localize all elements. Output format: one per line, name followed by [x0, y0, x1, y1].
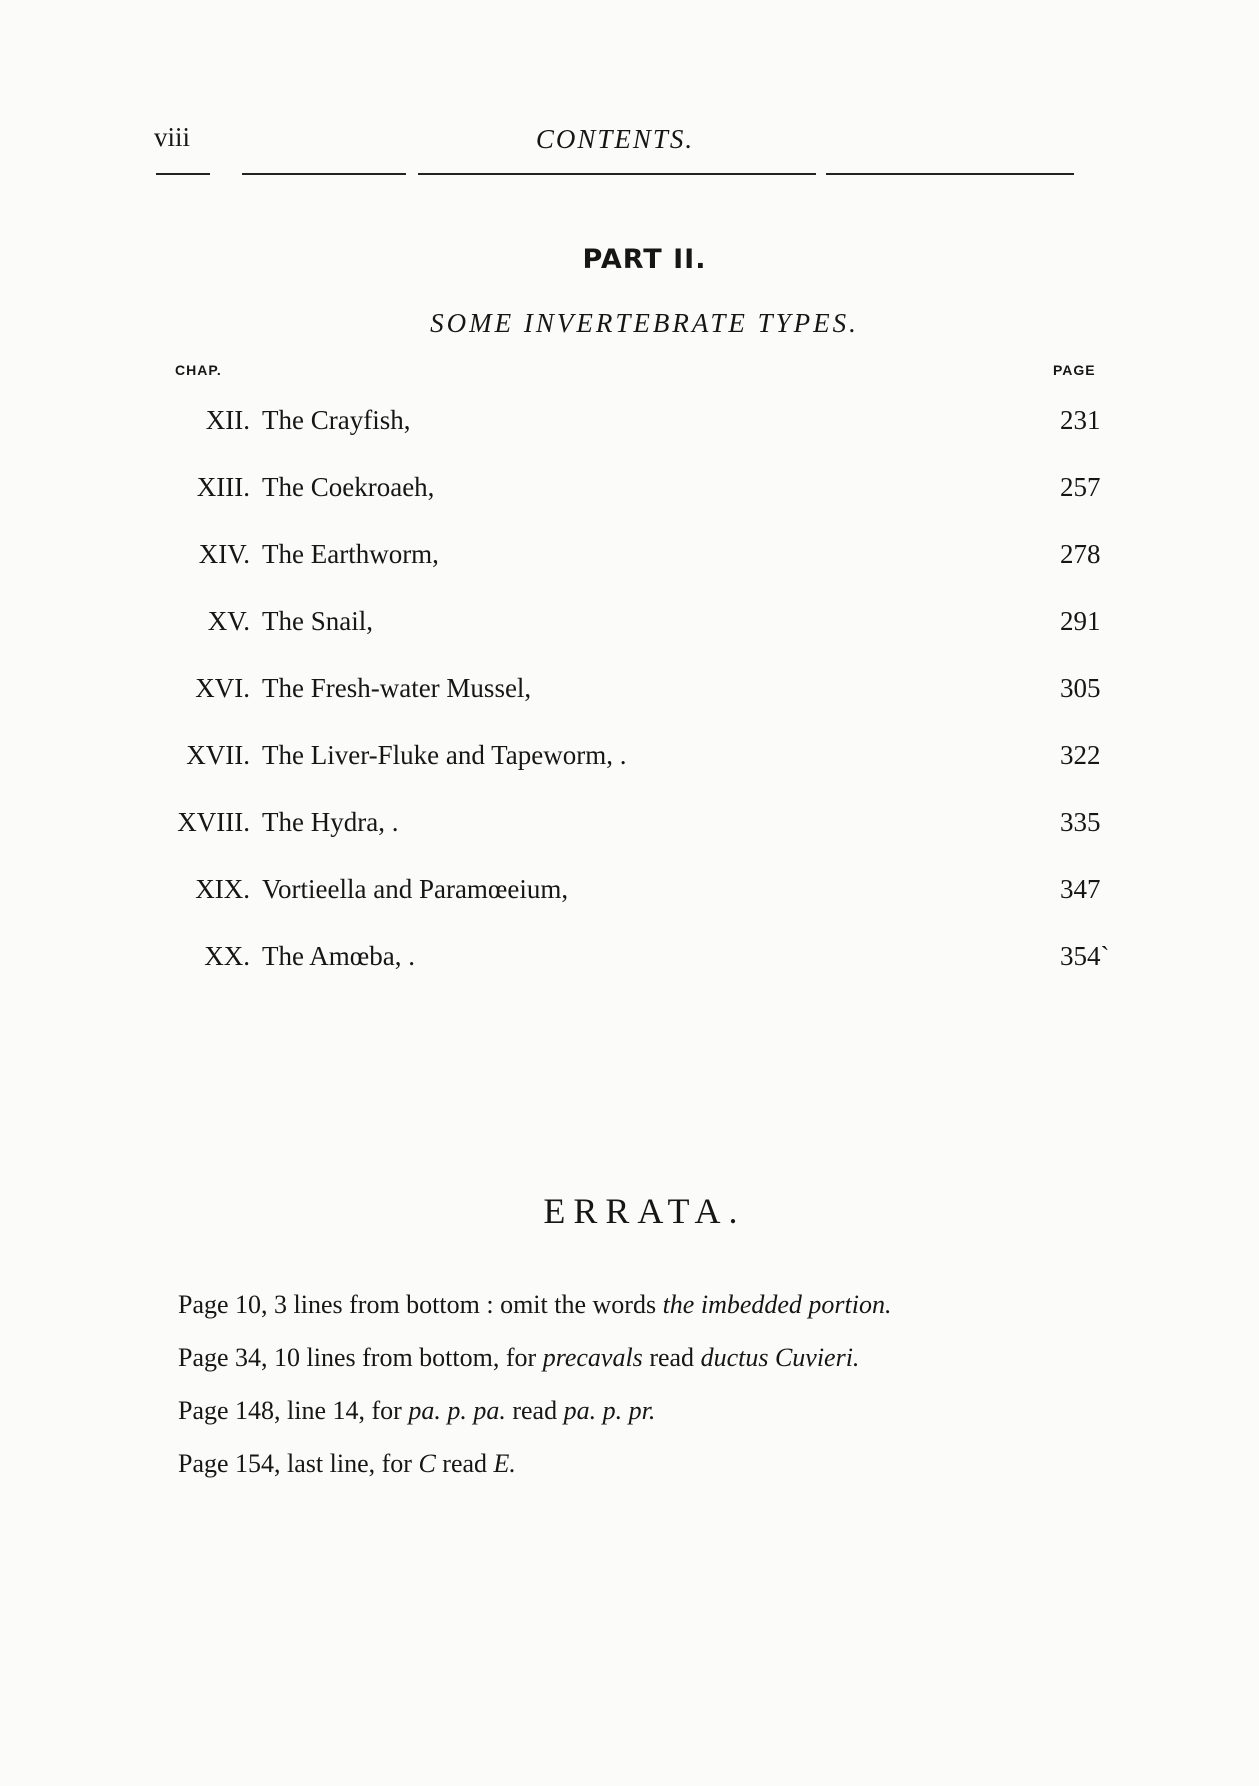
running-title: CONTENTS. — [535, 124, 695, 154]
chapter-page: 354` — [1060, 941, 1110, 971]
chapter-number: XX. — [204, 941, 250, 971]
errata-list — [178, 1290, 1098, 1502]
chapter-number: XV. — [207, 606, 250, 636]
chapter-number: XIII. — [196, 472, 250, 502]
errata-entry — [178, 1343, 1098, 1396]
errata-entry — [178, 1449, 1098, 1502]
errata-italic: ductus Cuvieri. — [700, 1343, 860, 1372]
errata-text: Page 10, 3 lines from bottom : omit the words — [178, 1290, 663, 1319]
contents-entry — [0, 393, 1259, 460]
errata-italic: E. — [493, 1449, 516, 1478]
chapter-page: 347 — [1060, 874, 1101, 904]
chapter-number: XII. — [205, 405, 250, 435]
chapter-title: The Hydra, . — [262, 807, 399, 837]
errata-text: Page 154, last line, for — [178, 1449, 419, 1478]
chapter-title: The Liver-Fluke and Tapeworm, . — [262, 740, 627, 770]
part-subtitle: SOME INVERTEBRATE TYPES. — [430, 308, 859, 338]
chap-column-label: CHAP. — [175, 362, 222, 378]
contents-entry — [0, 661, 1259, 728]
errata-title: ERRATA. — [543, 1191, 746, 1231]
errata-text: Page 34, 10 lines from bottom, for — [178, 1343, 543, 1372]
chapter-page: 257 — [1060, 472, 1101, 502]
errata-italic: pa. p. pa. — [408, 1396, 506, 1425]
errata-text: read — [435, 1449, 494, 1478]
contents-entry — [0, 460, 1259, 527]
contents-entry — [0, 527, 1259, 594]
running-head — [150, 122, 1080, 162]
errata-italic: precavals — [542, 1343, 643, 1372]
contents-list — [0, 393, 1259, 996]
chapter-number: XIV. — [198, 539, 250, 569]
contents-entry — [0, 862, 1259, 929]
chapter-title: The Fresh-water Mussel, — [262, 673, 532, 703]
chapter-page: 305 — [1060, 673, 1101, 703]
chapter-number: XVI. — [195, 673, 250, 703]
errata-text: Page 148, line 14, for — [178, 1396, 409, 1425]
chapter-number: XVII. — [186, 740, 250, 770]
contents-entry — [0, 795, 1259, 862]
contents-entry — [0, 728, 1259, 795]
contents-entry — [0, 594, 1259, 661]
errata-entry — [178, 1396, 1098, 1449]
chapter-number: XVIII. — [177, 807, 250, 837]
chapter-title: The Earthworm, — [262, 539, 439, 569]
page-number: viii — [154, 122, 191, 152]
errata-text: read — [642, 1343, 701, 1372]
chapter-title: Vortieella and Paramœeium, — [262, 874, 569, 904]
contents-entry — [0, 929, 1259, 996]
chapter-page: 335 — [1060, 807, 1101, 837]
chapter-page: 278 — [1060, 539, 1101, 569]
chapter-title: The Snail, — [262, 606, 373, 636]
part-title: PART II. — [582, 244, 707, 275]
chapter-title: The Crayfish, — [262, 405, 411, 435]
chapter-page: 291 — [1060, 606, 1101, 636]
errata-italic: C — [418, 1449, 436, 1478]
chapter-title: The Coekroaeh, — [262, 472, 435, 502]
chapter-page: 322 — [1060, 740, 1101, 770]
chapter-number: XIX. — [195, 874, 250, 904]
chapter-title: The Amœba, . — [262, 941, 415, 971]
errata-italic: the imbedded portion. — [662, 1290, 892, 1319]
chapter-page: 231 — [1060, 405, 1101, 435]
errata-italic: pa. p. pr. — [563, 1396, 656, 1425]
errata-text: read — [505, 1396, 564, 1425]
header-rule — [156, 173, 1074, 175]
page-column-label: PAGE — [1053, 362, 1096, 378]
errata-entry — [178, 1290, 1098, 1343]
